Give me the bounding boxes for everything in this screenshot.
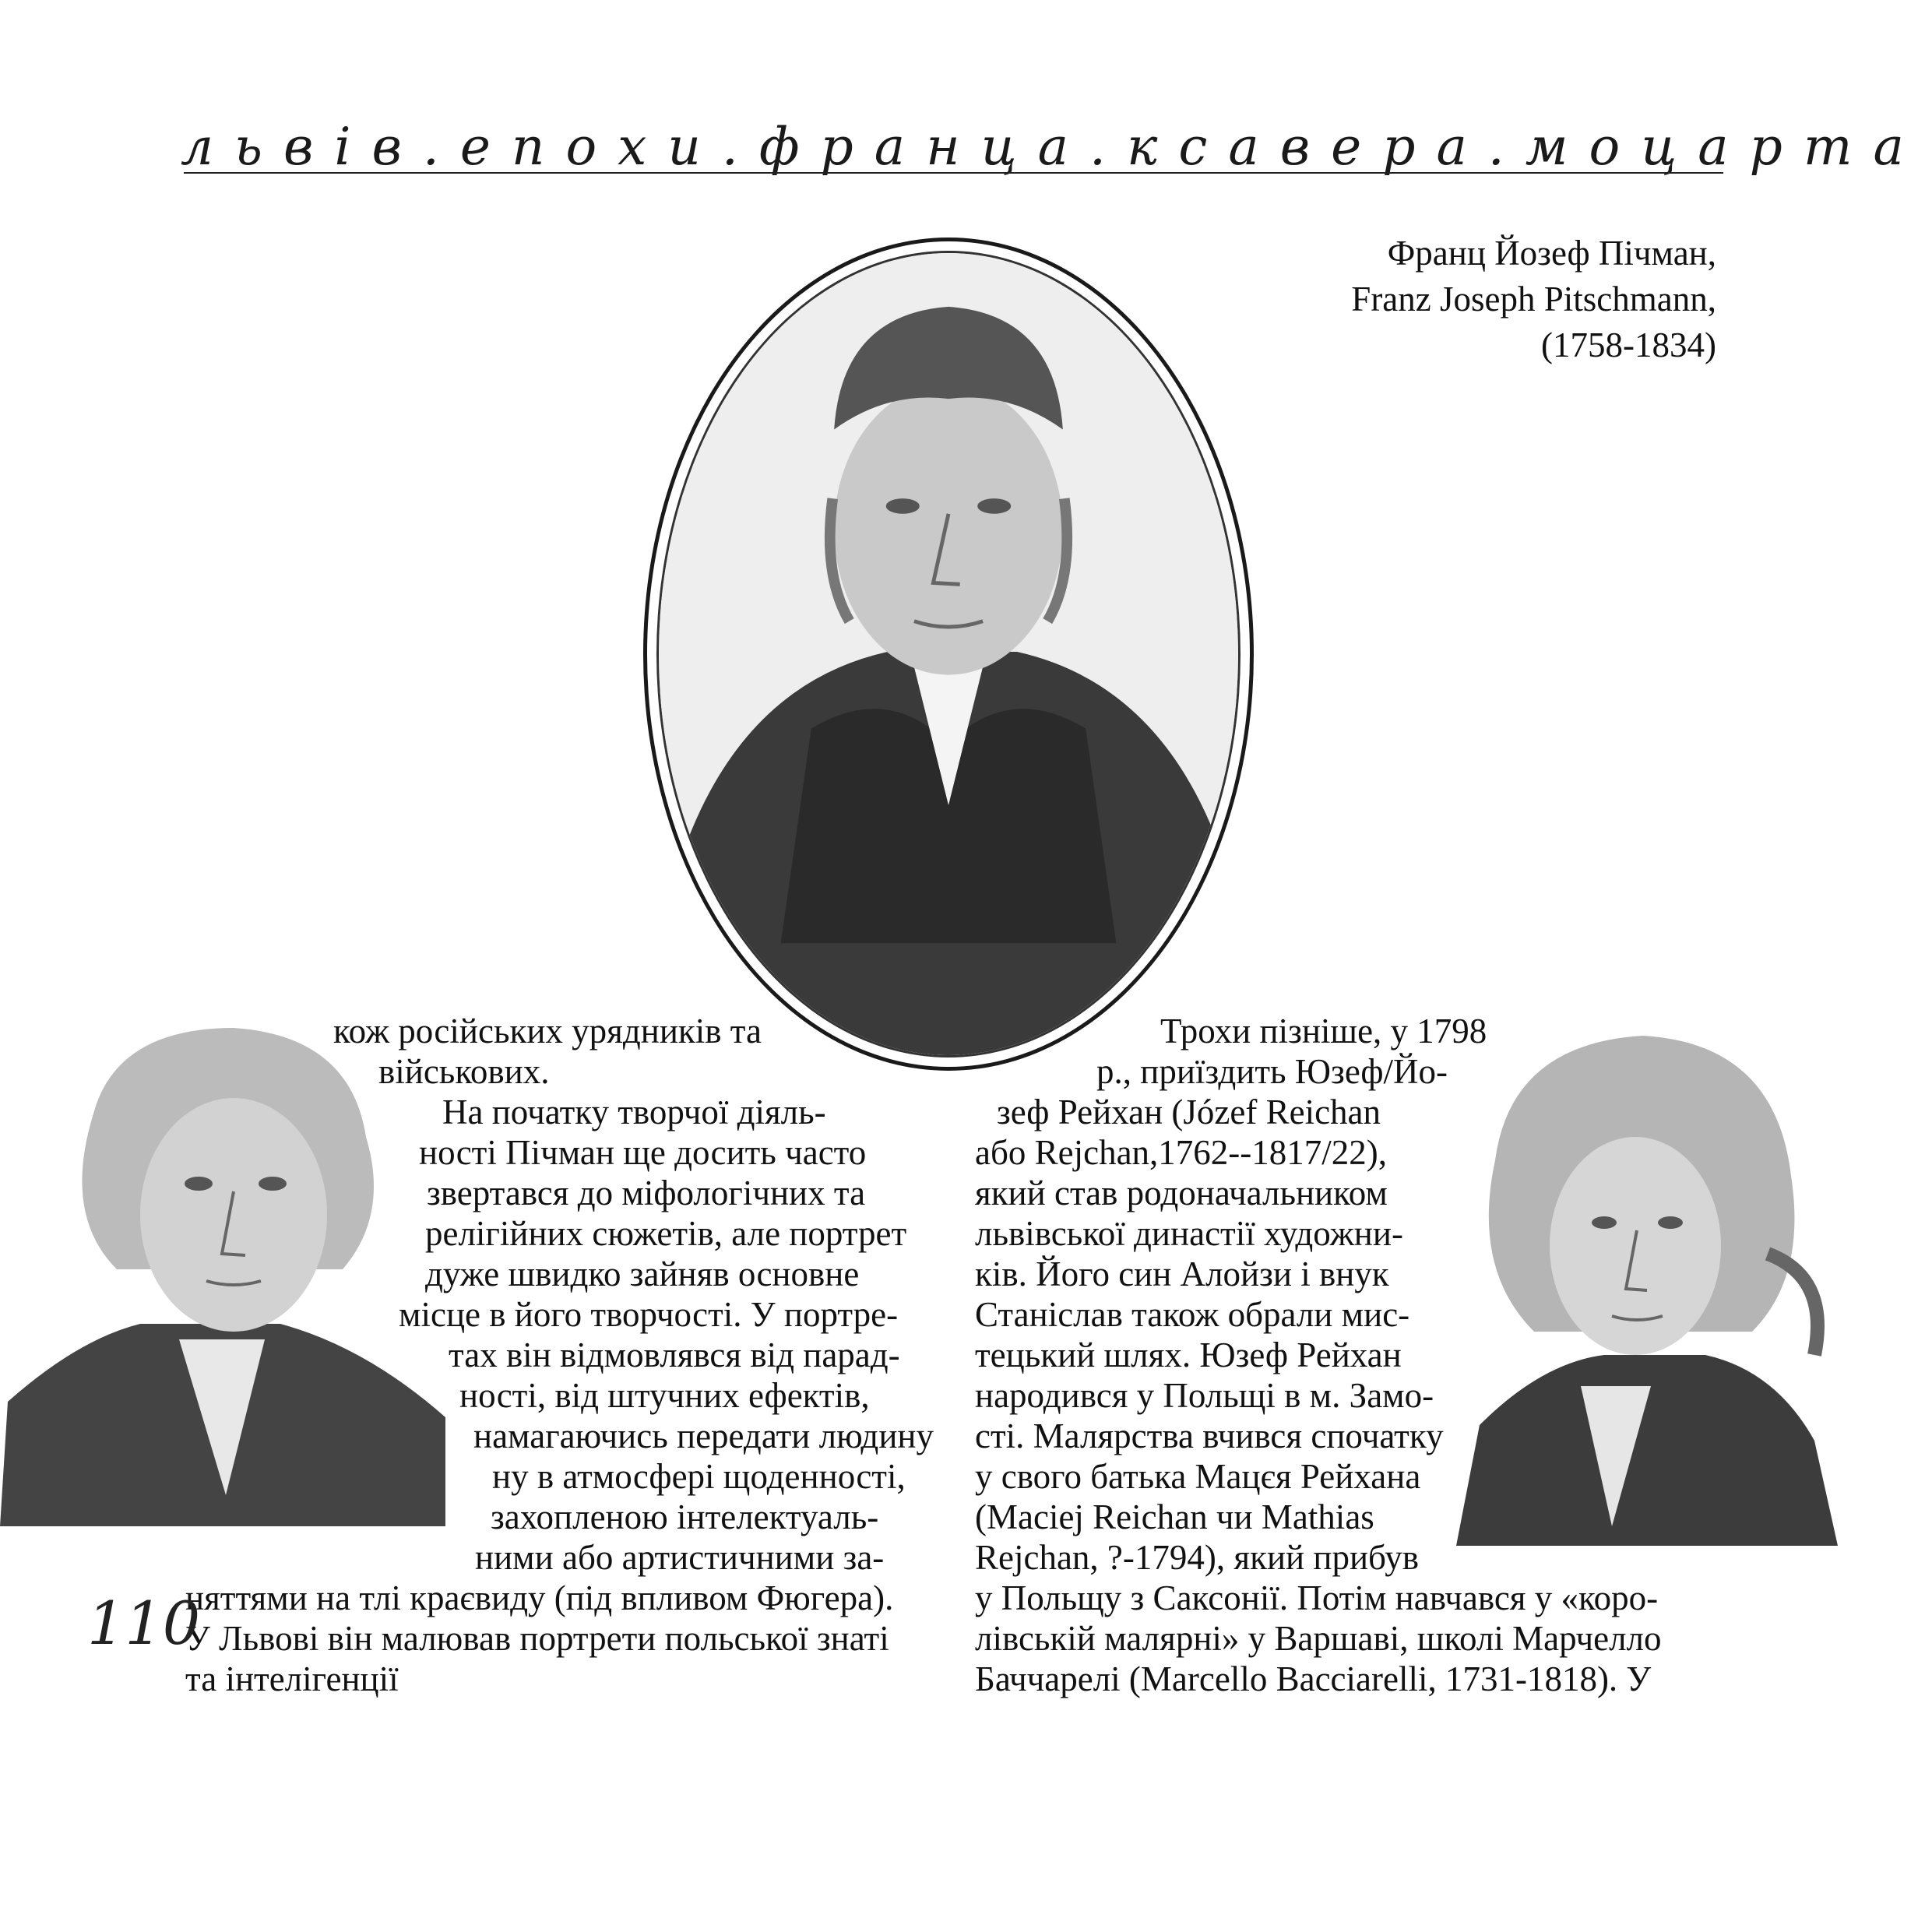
caption-line-name-de: Franz Joseph Pitschmann, [1351, 280, 1716, 318]
right-text-line: Rejchan, ?-1794), який прибув [975, 1538, 1419, 1577]
left-text-line: дуже швидко зайняв основне [425, 1255, 860, 1293]
running-header-title: львів.епохи.франца.ксавера.моцарта [181, 117, 1925, 177]
left-text-line: звертався до міфологічних та [427, 1174, 866, 1212]
left-text-line: захопленою інтелектуаль- [491, 1497, 879, 1536]
pitschmann-portrait-image [656, 251, 1240, 1057]
right-text-line: зеф Рейхан (Józef Reichan [997, 1093, 1381, 1131]
right-text-line: Баччарелі (Marcello Bacciarelli, 1731-1818). У [975, 1659, 1652, 1698]
left-text-line: військових. [378, 1052, 550, 1091]
right-text-line: у Польщу з Саксонії. Потім навчався у «коро- [975, 1578, 1659, 1617]
caption-line-years: (1758-1834) [1541, 326, 1716, 364]
left-text-line: та інтелігенції [185, 1659, 399, 1698]
right-text-line: тецький шлях. Юзеф Рейхан [975, 1336, 1402, 1374]
right-text-line: Станіслав також обрали мис- [975, 1295, 1410, 1334]
left-text-line: На початку творчої діяль- [442, 1093, 826, 1131]
right-text-line: (Maciej Reichan чи Mathias [975, 1497, 1374, 1536]
right-text-line: який став родоначальником [975, 1174, 1388, 1212]
left-text-line: кож російських урядників та [333, 1012, 762, 1050]
left-text-line: ними або артистичними за- [475, 1538, 885, 1577]
right-text-line: або Rejchan,1762--1817/22), [975, 1133, 1388, 1172]
oval-portrait-frame [643, 238, 1254, 1071]
page-number: 110 [87, 1589, 201, 1658]
left-text-line: місце в його творчості. У портре- [399, 1295, 899, 1334]
left-text-line: ну в атмосфері щоденності, [492, 1457, 906, 1496]
right-text-line: лівській малярні» у Варшаві, школі Марчелло [975, 1619, 1662, 1658]
left-text-line: ності Пічман ще досить часто [419, 1133, 867, 1172]
right-text-line: Трохи пізніше, у 1798 [1160, 1012, 1487, 1050]
right-text-line: ків. Його син Алойзи і внук [975, 1255, 1389, 1293]
right-text-line: львівської династії художни- [975, 1214, 1403, 1253]
portrait-caption [1351, 231, 1716, 368]
right-text-line: р., приїздить Юзеф/Йо- [1096, 1052, 1448, 1091]
left-text-line: У Львові він малював портрети польської знаті [185, 1619, 889, 1658]
left-text-line: няттями на тлі краєвиду (під впливом Фюгера). [185, 1578, 894, 1617]
header-rule [184, 172, 1723, 174]
right-portrait-image [1425, 1020, 1838, 1546]
right-text-line: сті. Малярства вчився спочатку [975, 1416, 1444, 1455]
caption-line-name-ua: Франц Йозеф Пічман, [1387, 234, 1716, 273]
right-text-line: народився у Польщі в м. Замо- [975, 1376, 1434, 1415]
right-text-line: у свого батька Мацєя Рейхана [975, 1457, 1421, 1496]
left-text-line: тах він відмовлявся від парад- [449, 1336, 900, 1374]
left-text-line: ності, від штучних ефектів, [459, 1376, 870, 1415]
left-text-line: релігійних сюжетів, але портрет [425, 1214, 907, 1253]
left-text-line: намагаючись передати людину [473, 1416, 934, 1455]
